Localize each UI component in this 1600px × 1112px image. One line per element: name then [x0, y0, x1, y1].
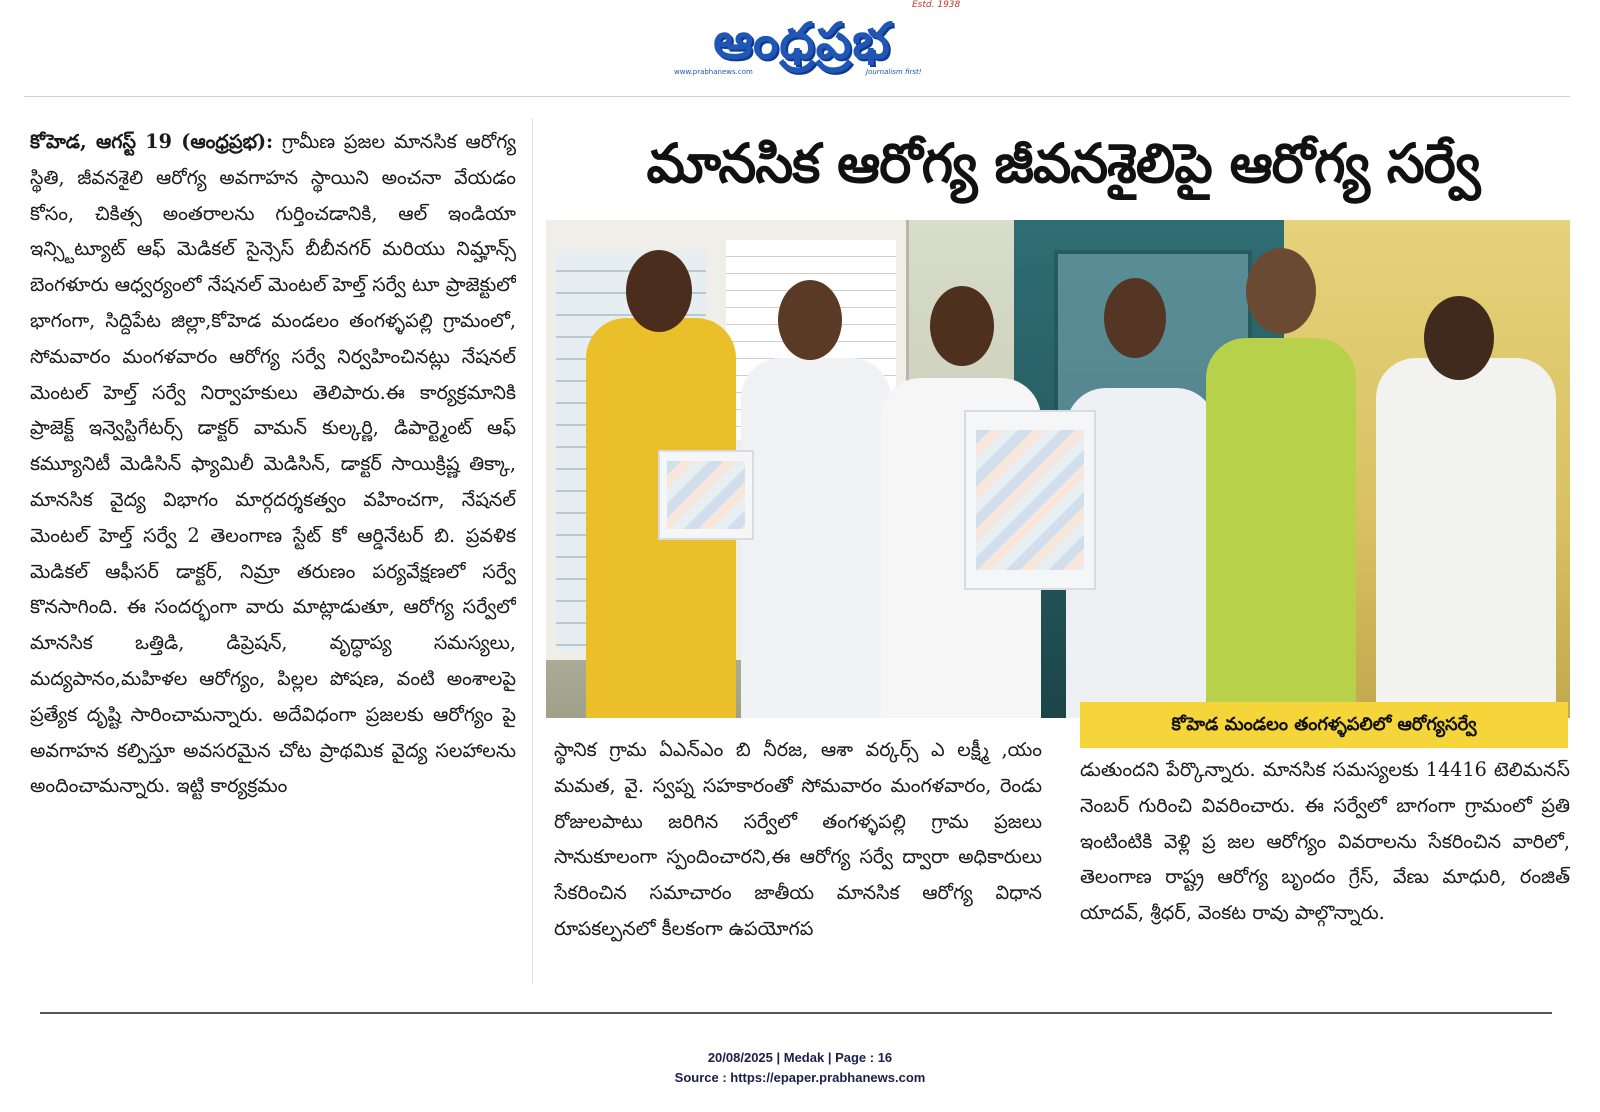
page-footer — [0, 1048, 1600, 1088]
article-body-left: గ్రామీణ ప్రజల మానసిక ఆరోగ్య స్థితి, జీవనశైలి ఆరోగ్య అవగాహన స్థాయిని అంచనా వేయడం కోసం, చికిత్స అంతరాలను గుర్తించడానికి, ఆల్ ఇండియా ఇన్స్టిట్యూట్ ఆఫ్ మెడికల్ సైన్సెస్ బీబీనగర్ మరియు నిమ్హాన్స్ బెంగళూరు ఆధ్వర్యంలో నేషనల్ మెంటల్ హెల్త్ సర్వే టూ ప్రాజెక్టులో భాగంగా, సిద్దిపేట జిల్లా,కోహెడ మండలం తంగళ్ళపల్లి గ్రామంలో, సోమవారం మంగళవారం ఆరోగ్య సర్వే నిర్వహించినట్లు నేషనల్ మెంటల్ హెల్త్ సర్వే నిర్వాహకులు తెలిపారు.ఈ కార్యక్రమానికి ప్రాజెక్ట్ ఇన్వెస్టిగేటర్స్ డాక్టర్ వామన్ కుల్కర్ణి, డిపార్ట్మెంట్ ఆఫ్ కమ్యూనిటీ మెడిసిన్ ఫ్యామిలీ మెడిసిన్, డాక్టర్ సాయిక్రిష్ణ తిక్కా, మానసిక వైద్య విభాగం మార్గదర్శకత్వం వహించగా, నేషనల్ మెంటల్ హెల్త్ సర్వే 2 తెలంగాణ స్టేట్ కో ఆర్డినేటర్ బి. ప్రవళిక మెడికల్ ఆఫీసర్ డాక్టర్, నిమ్రా తరుణం పర్యవేక్షణలో సర్వే కొనసాగింది. ఈ సందర్భంగా వారు మాట్లాడుతూ, ఆరోగ్య సర్వేలో మానసిక ఒత్తిడి, డిప్రెషన్, వృద్ధాప్య సమస్యలు, మద్యపానం,మహిళల ఆరోగ్యం, పిల్లల పోషణ, వంటి అంశాలపై ప్రత్యేక దృష్టి సారించామన్నారు. అదేవిధంగా ప్రజలకు ఆరోగ్యం పై అవగాహన కల్పిస్తూ అవసరమైన చోట ప్రాథమిక వైద్య సలహాలను అందించామన్నారు. ఇట్టి కార్యక్రమం — [30, 130, 516, 798]
photo-person-5-head — [1246, 248, 1316, 334]
column-divider — [532, 118, 533, 984]
photo-person-3-head — [930, 286, 994, 366]
masthead — [0, 0, 1600, 98]
newspaper-logo[interactable]: ఆంధ్రప్రభ — [713, 12, 891, 70]
article-headline: మానసిక ఆరోగ్య జీవనశైలిపై ఆరోగ్య సర్వే — [646, 132, 1480, 195]
article-column-left — [30, 124, 516, 984]
article-column-right: డుతుందని పేర్కొన్నారు. మానసిక సమస్యలకు 14416 టెలిమనస్ నెంబర్ గురించి వివరించారు. ఈ సర్వేలో బాగంగా గ్రామంలో ప్రతి ఇంటింటికి వెళ్లి ప్ర జల ఆరోగ్యం వివరాలను సేకరించిన వారిలో, తెలంగాణ రాష్ట్ర ఆరోగ్య బృందం గ్రేస్, వేణు మాధురి, రంజిత్ యాదవ్, శ్రీధర్, వెంకట రావు పాల్గొన్నారు. — [1080, 758, 1570, 925]
article-dateline: కోహెడ, ఆగస్ట్ 19 (ఆంధ్రప్రభ): — [30, 130, 274, 153]
article-column-middle: స్థానిక గ్రామ ఏఎన్ఎం బి నీరజ, ఆశా వర్కర్స్ ఎ లక్ష్మీ ,యం మమత, వై. స్వప్న సహకారంతో సోమవారం మంగళవారం, రెండు రోజులపాటు జరిగిన సర్వేలో తంగళ్ళపల్లి గ్రామ ప్రజలు సానుకూలంగా స్పందించారని,ఈ ఆరోగ్య సర్వే ద్వారా అధికారులు సేకరించిన సమాచారం జాతీయ మానసిక ఆరోగ్య విధాన రూపకల్పనలో కీలకంగా ఉపయోగప — [554, 738, 1042, 940]
masthead-divider — [24, 96, 1570, 97]
photo-person-4-head — [1104, 278, 1166, 358]
source-link[interactable]: Source : https://epaper.prabhanews.com — [674, 1070, 926, 1085]
photo-person-6-head — [1424, 296, 1494, 380]
photo-person-5 — [1206, 338, 1356, 718]
photo-person-6 — [1376, 358, 1556, 718]
photo-person-1-head — [626, 250, 692, 332]
photo-poster-left — [658, 450, 754, 540]
photo-person-2-head — [778, 280, 842, 360]
edition-info: 20/08/2025 | Medak | Page : 16 — [707, 1050, 893, 1065]
logo-website: www.prabhanews.com — [674, 68, 753, 76]
logo-tagline: Journalism first! — [866, 68, 922, 76]
logo-established: Estd. 1938 — [912, 0, 961, 10]
photo-person-2 — [741, 358, 891, 718]
photo-poster-center — [964, 410, 1096, 590]
photo-caption: కోహెడ మండలం తంగళ్ళపలిలో ఆరోగ్యసర్వే — [1080, 702, 1568, 748]
footer-divider — [40, 1012, 1552, 1014]
article-photo[interactable] — [546, 220, 1570, 718]
